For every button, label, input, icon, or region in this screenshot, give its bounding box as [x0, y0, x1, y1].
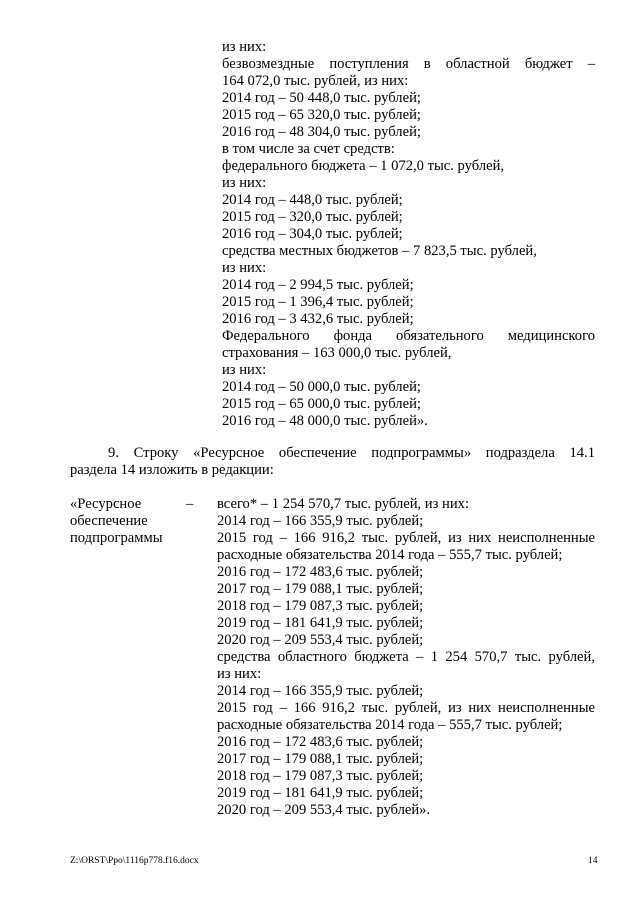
text-line: 2014 год – 50 448,0 тыс. рублей; [222, 90, 421, 106]
text-line: 2016 год – 48 304,0 тыс. рублей; [222, 124, 421, 140]
table-value-line: расходные обязательства 2014 года – 555,7 тыс. рублей; [217, 547, 563, 563]
table-value-line: 2016 год – 172 483,6 тыс. рублей; [217, 564, 424, 580]
text-line: 2015 год – 320,0 тыс. рублей; [222, 209, 403, 225]
text-line: федерального бюджета – 1 072,0 тыс. рублей, [222, 158, 505, 174]
text-line: 2016 год – 304,0 тыс. рублей; [222, 226, 403, 242]
text-line: из них: [222, 260, 267, 276]
text-line: 2015 год – 1 396,4 тыс. рублей; [222, 294, 414, 310]
text-line: из них: [222, 175, 267, 191]
text-line: безвозмездные поступления в областной бюджет – [222, 56, 595, 72]
table-label-line: обеспечение [70, 513, 148, 529]
table-value-line: 2016 год – 172 483,6 тыс. рублей; [217, 734, 424, 750]
table-dash: – [186, 496, 194, 512]
table-value-line: всего* – 1 254 570,7 тыс. рублей, из них: [217, 496, 470, 512]
text-line: 2016 год – 3 432,6 тыс. рублей; [222, 311, 414, 327]
text-line: 2014 год – 2 994,5 тыс. рублей; [222, 277, 414, 293]
table-label-line: подпрограммы [70, 530, 163, 546]
table-value-line: расходные обязательства 2014 года – 555,7 тыс. рублей; [217, 717, 563, 733]
table-value-line: средства областного бюджета – 1 254 570,7 тыс. рублей, [217, 649, 595, 665]
table-value-line: 2015 год – 166 916,2 тыс. рублей, из них неисполненные [217, 700, 595, 716]
text-line: из них: [222, 39, 267, 55]
table-value-line: 2020 год – 209 553,4 тыс. рублей». [217, 802, 431, 818]
text-line: 164 072,0 тыс. рублей, из них: [222, 73, 409, 89]
text-line: 2014 год – 50 000,0 тыс. рублей; [222, 379, 421, 395]
table-value-line: 2014 год – 166 355,9 тыс. рублей; [217, 513, 424, 529]
footer-file-path: Z:\ORST\Ppo\1116p778.f16.docx [70, 856, 199, 866]
text-line: средства местных бюджетов – 7 823,5 тыс. рублей, [222, 243, 537, 259]
table-value-line: 2019 год – 181 641,9 тыс. рублей; [217, 615, 424, 631]
table-value-line: 2018 год – 179 087,3 тыс. рублей; [217, 768, 424, 784]
table-label-line: «Ресурсное [70, 496, 142, 512]
paragraph-line: 9. Строку «Ресурсное обеспечение подпрограммы» подраздела 14.1 [108, 445, 595, 461]
text-line: в том числе за счет средств: [222, 141, 395, 157]
table-value-line: 2018 год – 179 087,3 тыс. рублей; [217, 598, 424, 614]
table-value-line: 2020 год – 209 553,4 тыс. рублей; [217, 632, 424, 648]
paragraph-line: раздела 14 изложить в редакции: [70, 462, 274, 478]
table-value-line: 2017 год – 179 088,1 тыс. рублей; [217, 751, 424, 767]
text-line: Федерального фонда обязательного медицинского [222, 328, 595, 344]
text-line: из них: [222, 362, 267, 378]
table-value-line: 2019 год – 181 641,9 тыс. рублей; [217, 785, 424, 801]
text-line: страхования – 163 000,0 тыс. рублей, [222, 345, 452, 361]
table-value-line: 2014 год – 166 355,9 тыс. рублей; [217, 683, 424, 699]
text-line: 2014 год – 448,0 тыс. рублей; [222, 192, 403, 208]
table-value-line: 2015 год – 166 916,2 тыс. рублей, из них неисполненные [217, 530, 595, 546]
text-line: 2015 год – 65 000,0 тыс. рублей; [222, 396, 421, 412]
page-number: 14 [588, 856, 598, 866]
table-value-line: 2017 год – 179 088,1 тыс. рублей; [217, 581, 424, 597]
text-line: 2015 год – 65 320,0 тыс. рублей; [222, 107, 421, 123]
table-value-line: из них: [217, 666, 262, 682]
text-line: 2016 год – 48 000,0 тыс. рублей». [222, 413, 428, 429]
